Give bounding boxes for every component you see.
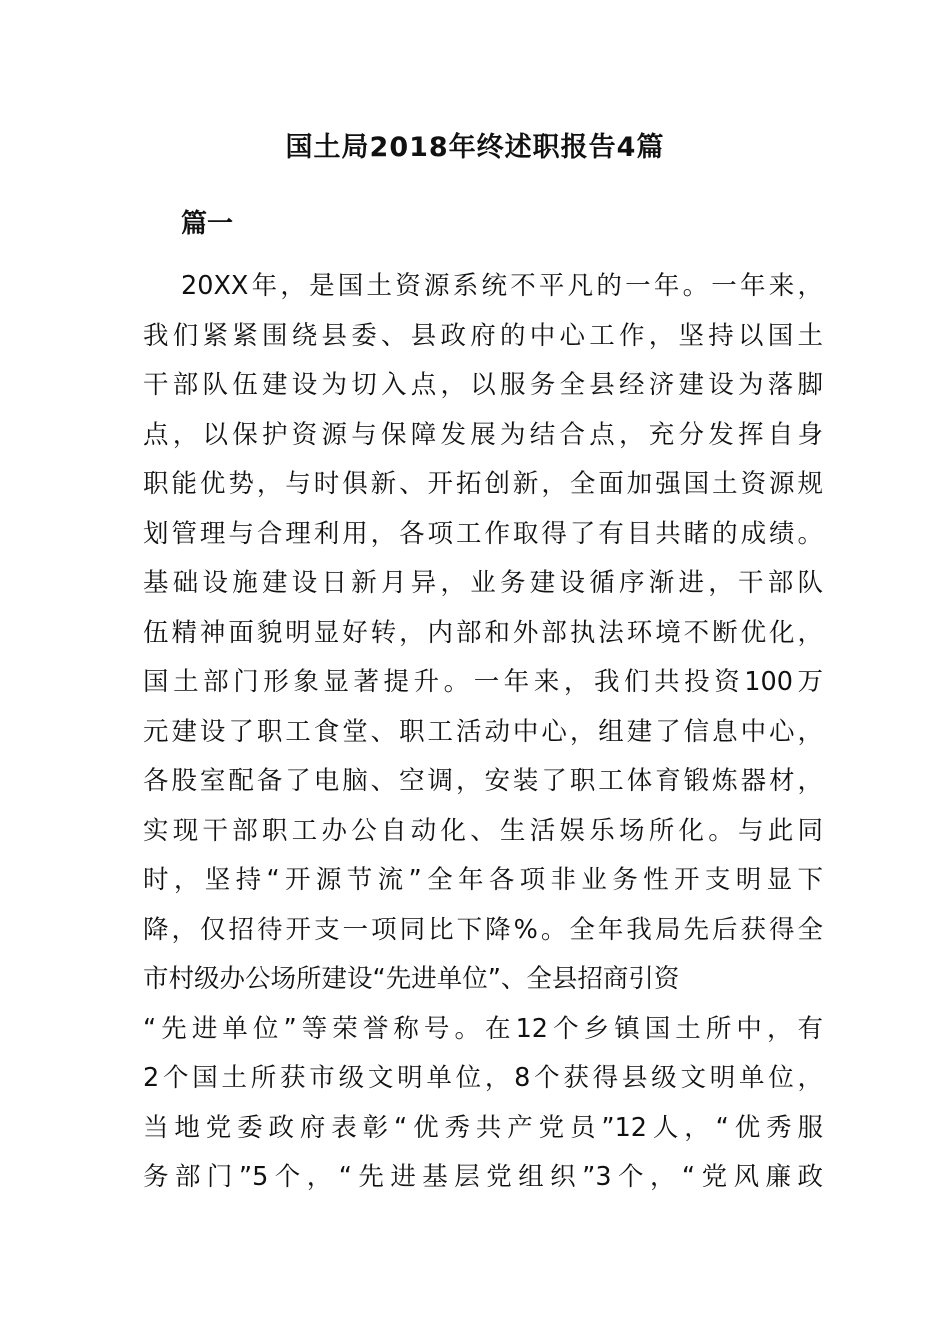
paragraph-line: 基础设施建设日新月异，业务建设循序渐进，干部队 [143, 568, 823, 598]
paragraph-line: 干部队伍建设为切入点，以服务全县经济建设为落脚 [143, 370, 823, 400]
paragraph-line: 当地党委政府表彰“优秀共产党员”12人，“优秀服 [143, 1112, 823, 1143]
paragraph-line: 职能优势，与时俱新、开拓创新，全面加强国土资源规 [143, 469, 823, 499]
paragraph-line: 各股室配备了电脑、空调，安装了职工体育锻炼器材， [143, 766, 823, 796]
body-paragraph [143, 262, 823, 1203]
paragraph-line: 2个国土所获市级文明单位，8个获得县级文明单位， [143, 1063, 823, 1093]
section-heading: 篇一 [181, 209, 234, 239]
paragraph-line: 实现干部职工办公自动化、生活娱乐场所化。与此同 [143, 815, 823, 846]
paragraph-line: 市村级办公场所建设“先进单位”、全县招商引资 [143, 964, 680, 994]
paragraph-line: 我们紧紧围绕县委、县政府的中心工作，坚持以国土 [143, 320, 823, 351]
paragraph-line: 务部门”5个，“先进基层党组织”3个，“党风廉政 [143, 1162, 823, 1192]
paragraph-line: 点，以保护资源与保障发展为结合点，充分发挥自身 [143, 419, 823, 450]
paragraph-line: “先进单位”等荣誉称号。在12个乡镇国土所中，有 [143, 1013, 823, 1044]
paragraph-line: 降，仅招待开支一项同比下降%。全年我局先后获得全 [143, 914, 823, 945]
paragraph-line: 元建设了职工食堂、职工活动中心，组建了信息中心， [143, 716, 823, 747]
paragraph-line: 20XX年，是国土资源系统不平凡的一年。一年来， [181, 271, 823, 301]
paragraph-line: 划管理与合理利用，各项工作取得了有目共睹的成绩。 [143, 518, 823, 549]
paragraph-line: 国土部门形象显著提升。一年来，我们共投资100万 [143, 667, 823, 697]
paragraph-line: 时，坚持“开源节流”全年各项非业务性开支明显下 [143, 865, 823, 895]
paragraph-line: 伍精神面貌明显好转，内部和外部执法环境不断优化， [143, 617, 823, 648]
document-title: 国土局2018年终述职报告4篇 [285, 132, 665, 163]
